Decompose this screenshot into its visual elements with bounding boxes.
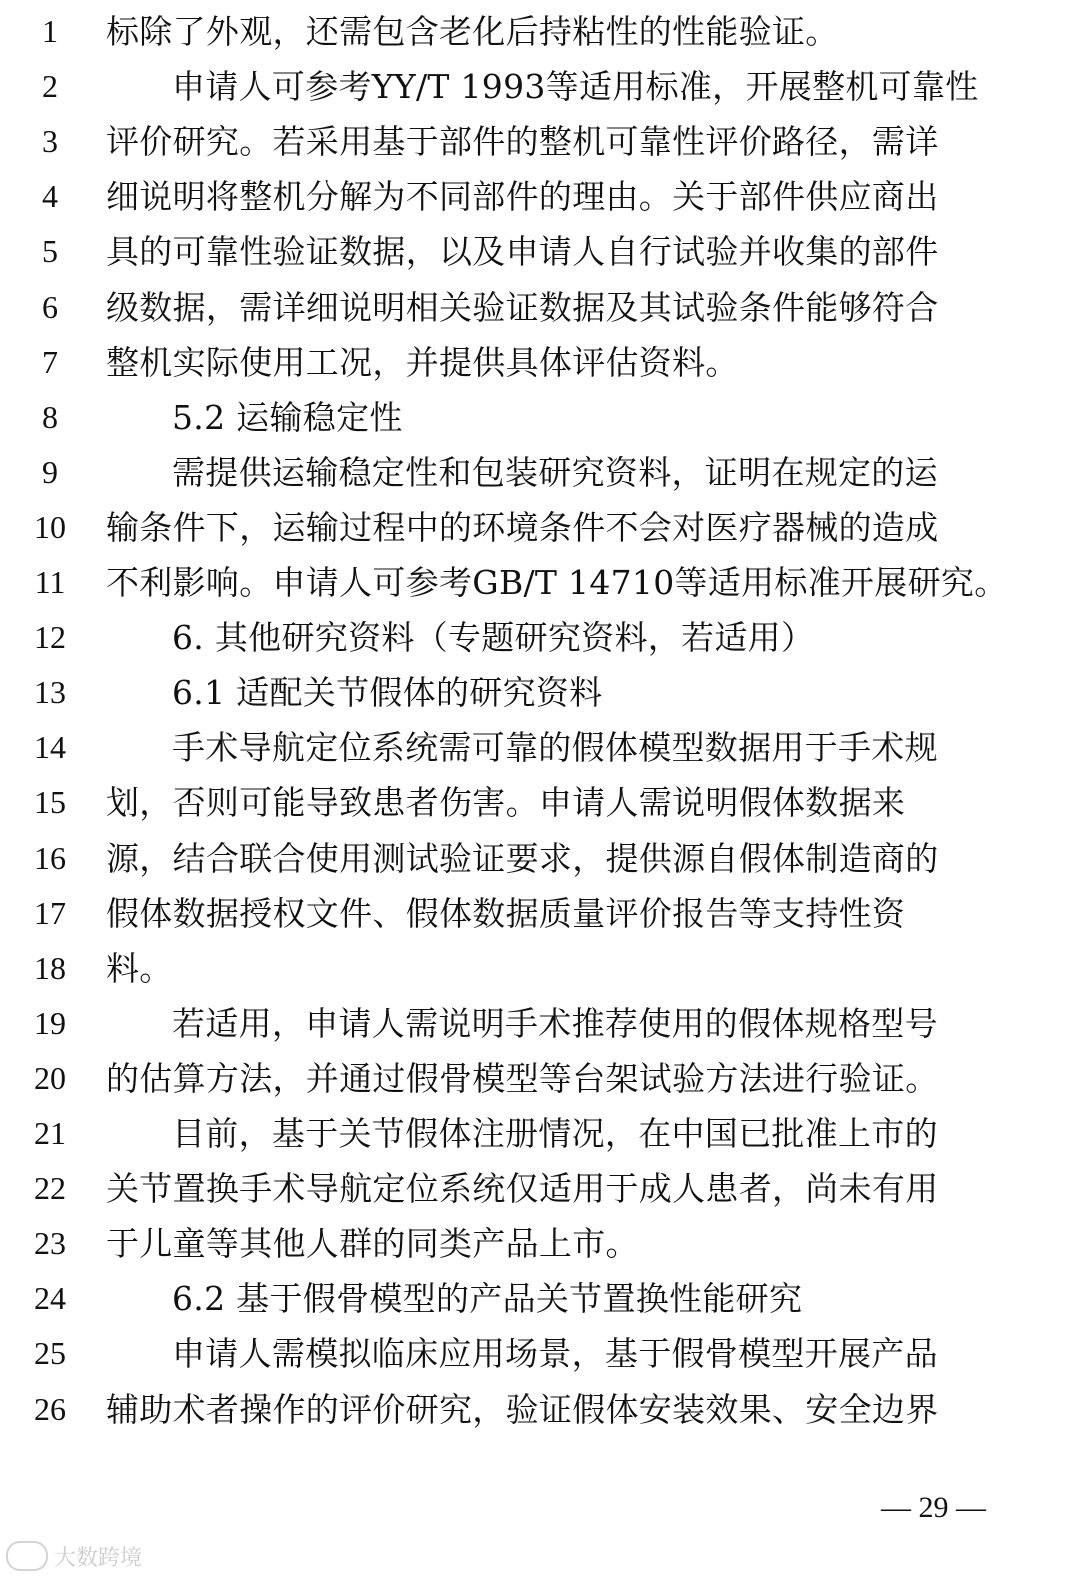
line-text: 不利影响。申请人可参考GB/T 14710等适用标准开展研究。 [106, 563, 1008, 602]
text-line [0, 1216, 1080, 1271]
text-line [0, 59, 1080, 114]
line-text: 评价研究。若采用基于部件的整机可靠性评价路径，需详 [106, 122, 939, 162]
line-text: 料。 [106, 948, 173, 988]
text-line [0, 4, 1080, 59]
text-line [0, 555, 1080, 610]
text-line [0, 1326, 1080, 1381]
line-text: 6. 其他研究资料（专题研究资料，若适用） [172, 618, 815, 658]
line-text: 目前，基于关节假体注册情况，在中国已批准上市的 [172, 1114, 938, 1153]
watermark [6, 1536, 142, 1576]
line-text: 关节置换手术导航定位系统仅适用于成人患者，尚未有用 [106, 1169, 939, 1209]
text-line [0, 996, 1080, 1051]
line-number: 21 [34, 1115, 66, 1151]
text-line [0, 500, 1080, 555]
line-number: 23 [34, 1225, 66, 1262]
text-line [0, 941, 1080, 996]
line-text: 划，否则可能导致患者伤害。申请人需说明假体数据来 [106, 783, 906, 823]
line-number: 15 [34, 784, 66, 821]
line-number: 1 [42, 13, 58, 49]
line-number: 9 [42, 453, 58, 490]
text-line [0, 665, 1080, 720]
line-number: 26 [34, 1390, 66, 1427]
text-line [0, 775, 1080, 830]
line-number: 5 [42, 233, 58, 270]
line-number: 12 [34, 619, 66, 656]
line-text: 具的可靠性验证数据，以及申请人自行试验并收集的部件 [106, 232, 939, 272]
text-line [0, 1161, 1080, 1216]
watermark-text: 大数跨境 [54, 1545, 143, 1571]
text-line [0, 335, 1080, 390]
line-text: 5.2 运输稳定性 [172, 397, 403, 437]
text-line [0, 169, 1080, 224]
line-number: 7 [42, 343, 58, 380]
line-number: 16 [34, 839, 66, 876]
line-number: 24 [34, 1280, 66, 1317]
line-text: 级数据，需详细说明相关验证数据及其试验条件能够符合 [106, 287, 939, 327]
watermark-logo-icon [6, 1541, 48, 1571]
line-number: 2 [42, 68, 58, 105]
line-text: 若适用，申请人需说明手术推荐使用的假体规格型号 [172, 1003, 938, 1043]
line-number: 10 [34, 508, 66, 545]
line-number: 17 [34, 894, 66, 931]
line-text: 申请人可参考YY/T 1993等适用标准，开展整机可靠性 [172, 67, 979, 107]
line-text: 输条件下，运输过程中的环境条件不会对医疗器械的造成 [106, 507, 939, 547]
line-number: 4 [42, 178, 58, 215]
line-text: 需提供运输稳定性和包装研究资料，证明在规定的运 [172, 452, 938, 492]
line-text: 假体数据授权文件、假体数据质量评价报告等支持性资 [106, 893, 906, 933]
text-line [0, 280, 1080, 335]
line-text: 6.1 适配关节假体的研究资料 [172, 673, 603, 713]
text-line [0, 390, 1080, 445]
line-text: 6.2 基于假骨模型的产品关节置换性能研究 [172, 1279, 803, 1319]
line-number: 14 [34, 729, 66, 766]
text-line [0, 224, 1080, 279]
text-line [0, 720, 1080, 775]
line-number: 19 [34, 1004, 66, 1041]
text-line [0, 1051, 1080, 1106]
text-line [0, 610, 1080, 665]
line-number: 13 [34, 674, 66, 711]
line-text: 手术导航定位系统需可靠的假体模型数据用于手术规 [172, 728, 938, 768]
line-text: 整机实际使用工况，并提供具体评估资料。 [106, 342, 739, 382]
line-text: 申请人需模拟临床应用场景，基于假骨模型开展产品 [172, 1334, 938, 1374]
line-number: 20 [34, 1059, 66, 1096]
line-number: 22 [34, 1170, 66, 1207]
text-line [0, 1271, 1080, 1326]
line-number: 8 [42, 398, 58, 435]
page-number: — 29 — [881, 1491, 986, 1524]
line-text: 辅助术者操作的评价研究，验证假体安装效果、安全边界 [106, 1389, 939, 1429]
line-number: 3 [42, 123, 58, 160]
line-number: 25 [34, 1335, 66, 1372]
text-line [0, 114, 1080, 169]
line-number: 18 [34, 949, 66, 986]
line-text: 标除了外观，还需包含老化后持粘性的性能验证。 [106, 12, 839, 51]
line-text: 细说明将整机分解为不同部件的理由。关于部件供应商出 [106, 177, 939, 217]
line-text: 的估算方法，并通过假骨模型等台架试验方法进行验证。 [106, 1058, 939, 1098]
line-text: 于儿童等其他人群的同类产品上市。 [106, 1224, 639, 1264]
line-number: 11 [34, 564, 66, 600]
text-line [0, 831, 1080, 886]
text-line [0, 445, 1080, 500]
text-line [0, 1382, 1080, 1437]
line-text: 源，结合联合使用测试验证要求，提供源自假体制造商的 [106, 838, 939, 878]
line-number: 6 [42, 288, 58, 325]
text-line [0, 886, 1080, 941]
text-line [0, 1106, 1080, 1161]
